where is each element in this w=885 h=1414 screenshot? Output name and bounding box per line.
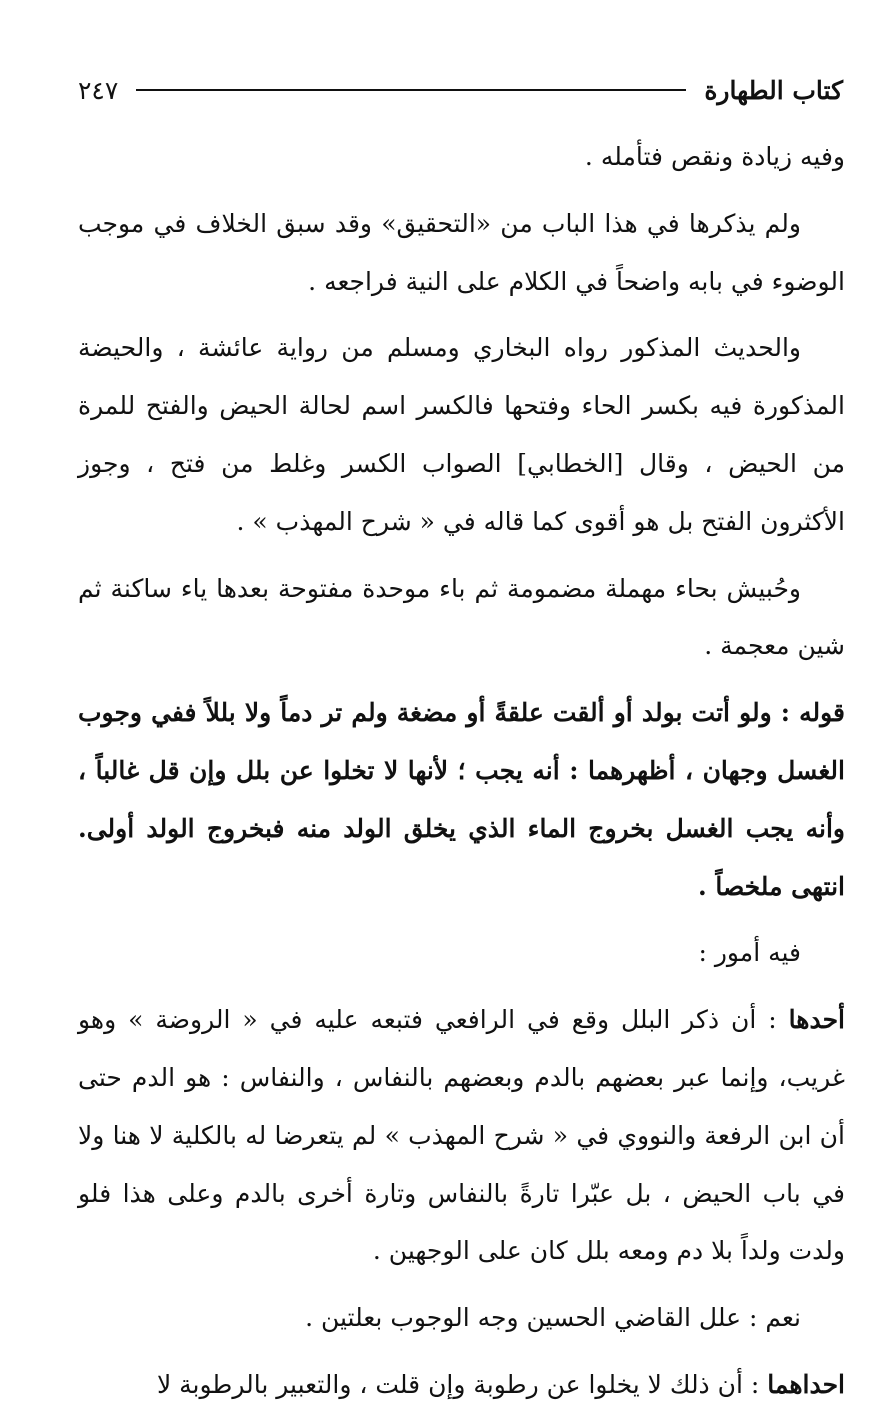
paragraph-3: والحديث المذكور رواه البخاري ومسلم من رواية عائشة ، والحيضة المذكورة فيه بكسر الحاء وفتحها فالكسر اسم لحالة الحيض والفتح للمرة من الحيض ، وقال [الخطابي] الصواب الكسر وغلط من فتح ، وجوز الأكثرون الفتح بل هو أقوى كما قاله في « شرح المهذب » .	[78, 333, 845, 536]
paragraph-1: وفيه زيادة ونقص فتأمله .	[584, 142, 845, 171]
first-point-text: : أن ذكر البلل وقع في الرافعي فتبعه عليه في « الروضة » وهو غريب، وإنما عبر بعضهم بالدم وبعضهم بالنفاس ، والنفاس : هو الدم حتى أن ابن الرفعة والنووي في « شرح المهذب » لم يتعرضا له بالكلية لا هنا ولا في باب الحيض ، بل عبّرا تارةً بالنفاس وتارة أخرى بالدم وعلى هذا فلو ولدت ولداً بلا دم ومعه بلل كان على الوجهين .	[78, 1005, 845, 1266]
page-number: ٢٤٧	[78, 75, 119, 105]
body-text	[78, 128, 845, 1414]
paragraph-9	[78, 1356, 845, 1414]
chapter-title: كتاب الطهارة	[704, 75, 843, 105]
paragraph-6: فيه أمور :	[698, 938, 801, 968]
paragraph-8: نعم : علل القاضي الحسين وجه الوجوب بعلتين .	[305, 1303, 801, 1333]
paragraph-4: وحُبيش بحاء مهملة مضمومة ثم باء موحدة مفتوحة بعدها ياء ساكنة ثم شين معجمة .	[78, 573, 845, 661]
paragraph-2: ولم يذكرها في هذا الباب من «التحقيق» وقد سبق الخلاف في موجب الوضوء في بابه واضحاً في الكلام على النية فراجعه .	[78, 208, 845, 296]
first-point-label: أحدها	[788, 1005, 845, 1035]
first-reason-text: : أن ذلك لا يخلوا عن رطوبة وإن قلت ، والتعبير بالرطوبة لا	[156, 1369, 768, 1399]
running-header	[78, 70, 843, 110]
header-rule	[136, 89, 686, 91]
paragraph-7	[78, 991, 845, 1280]
quoted-matn-paragraph: قوله : ولو أتت بولد أو ألقت علقةً أو مضغة ولم تر دماً ولا بللاً ففي وجوب الغسل وجهان ، أظهرهما : أنه يجب ؛ لأنها لا تخلوا عن بلل وإن قل غالباً ، وأنه يجب الغسل بخروج الماء الذي يخلق الولد منه فبخروج الولد أولى. انتهى ملخصاً .	[78, 698, 845, 901]
first-reason-label: احداهما	[767, 1369, 845, 1399]
